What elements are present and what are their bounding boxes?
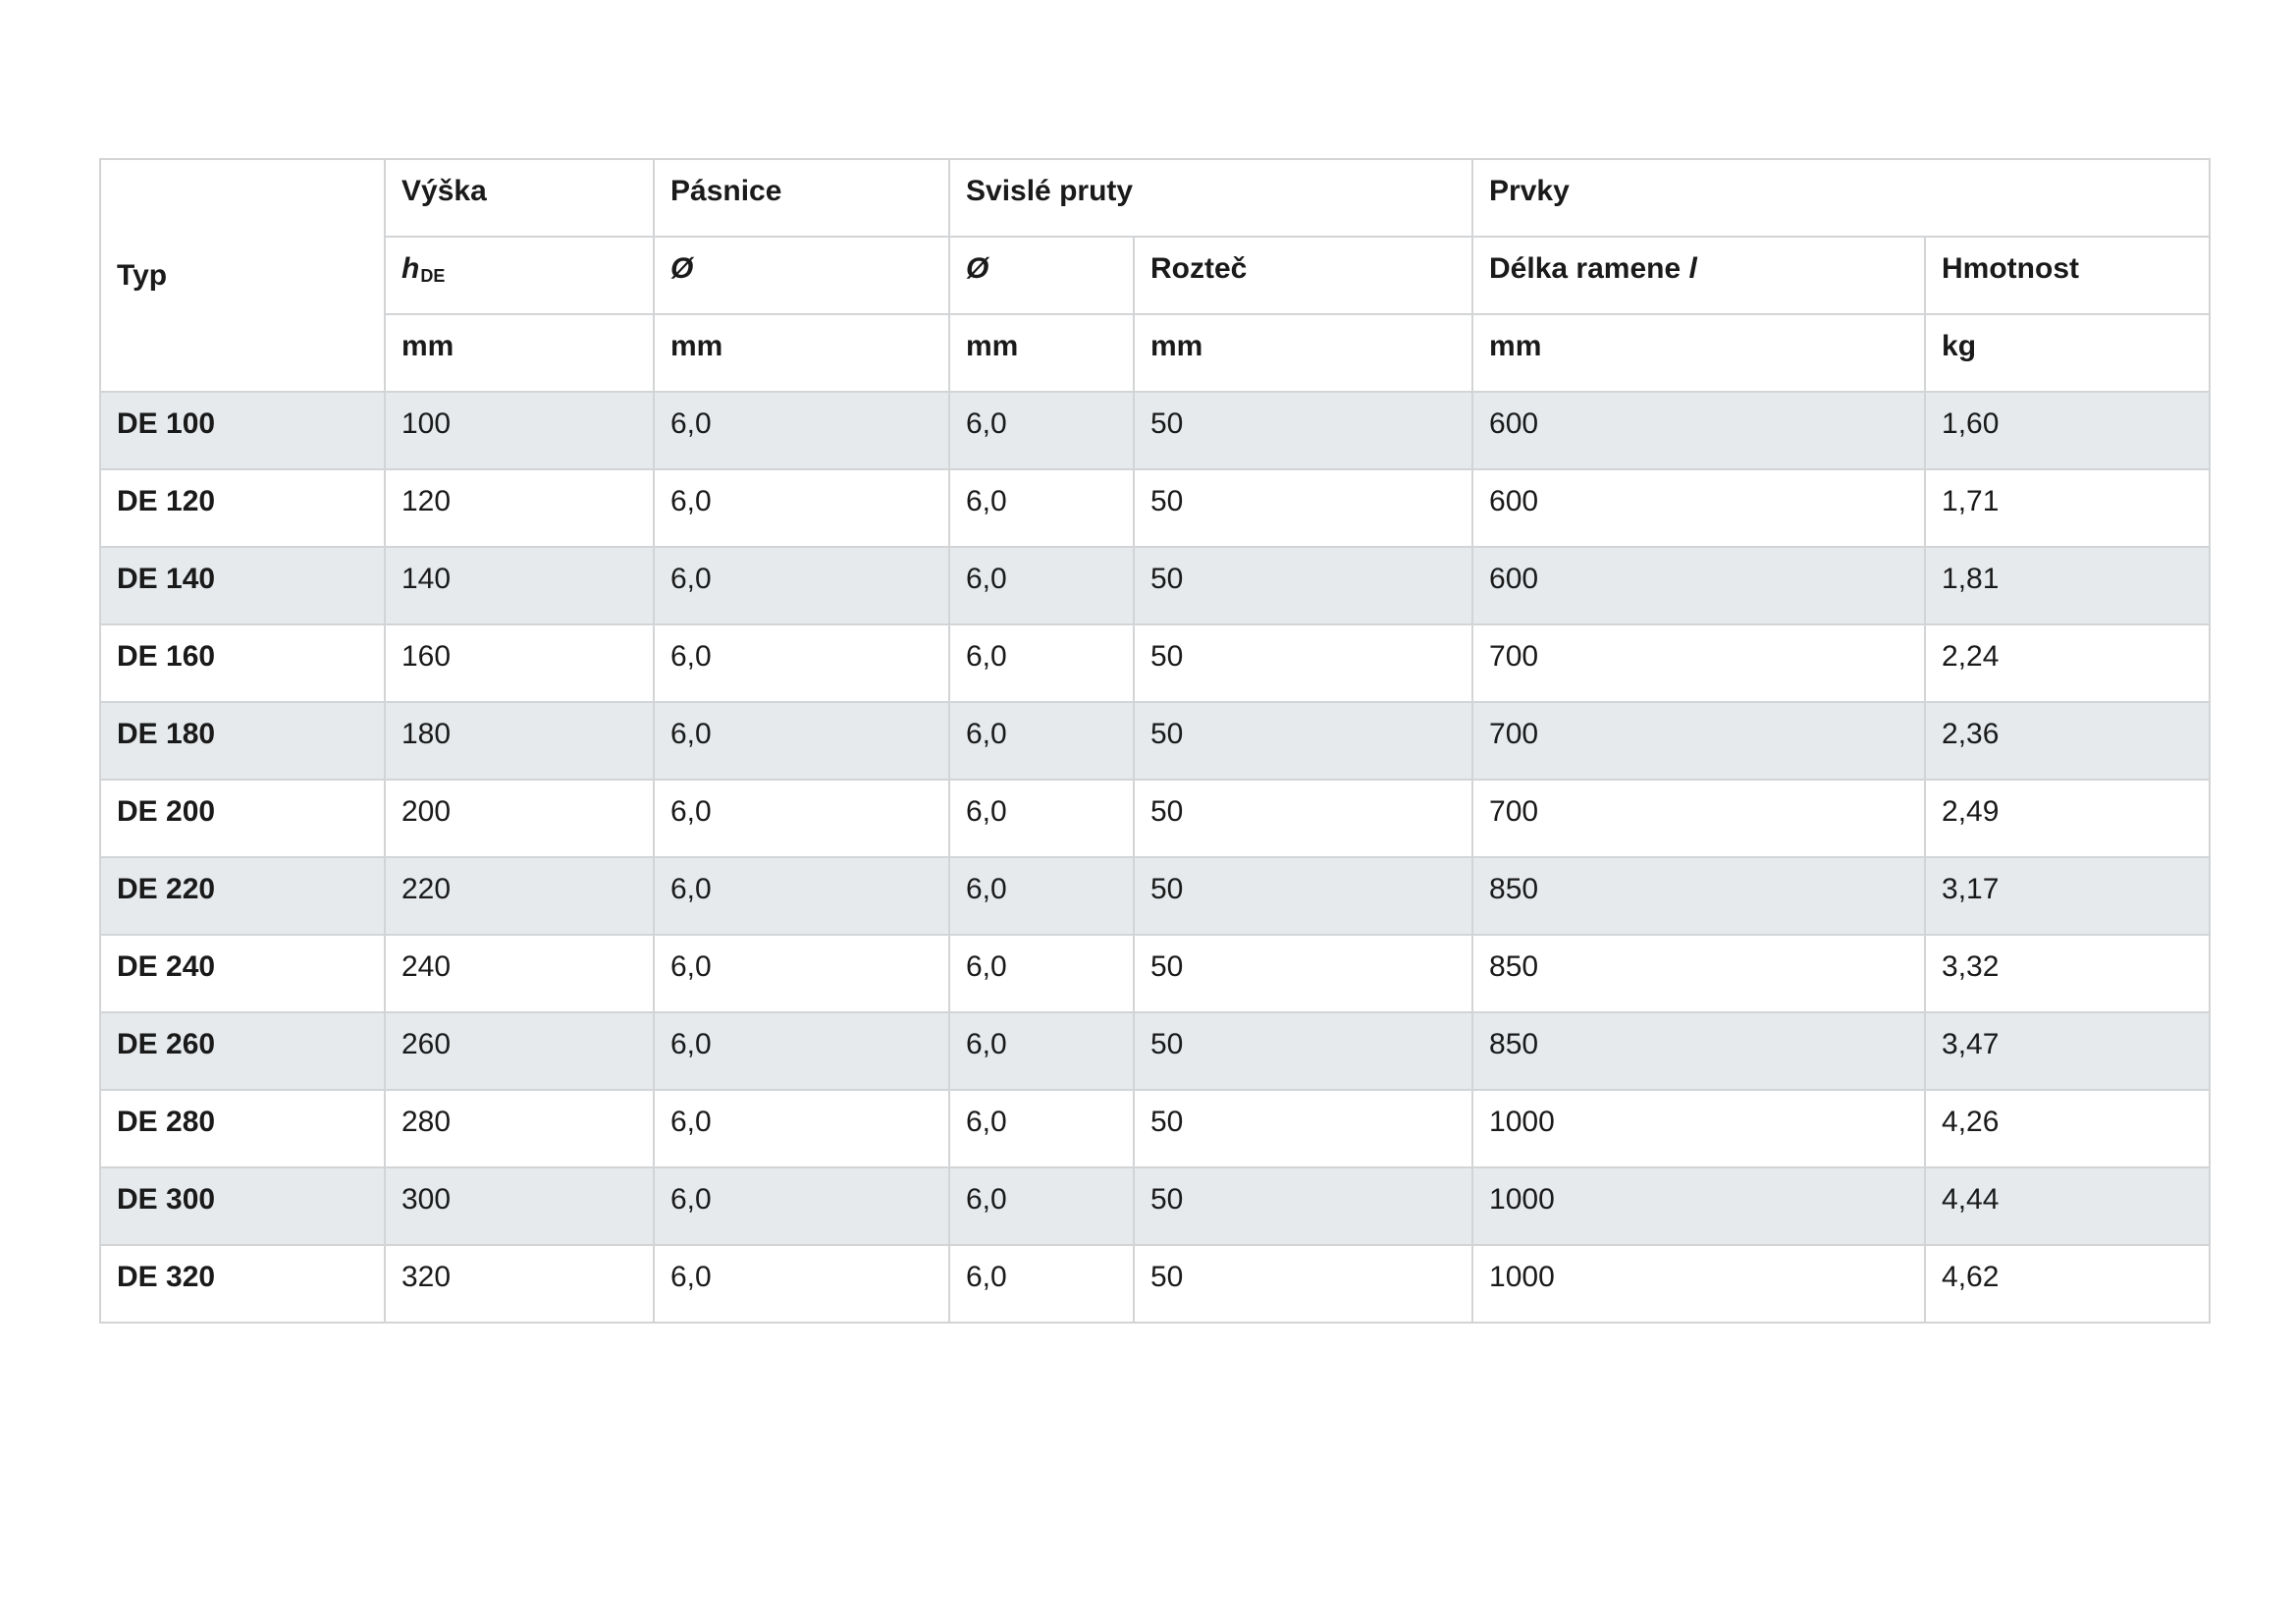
- arm-length-unit: mm: [1472, 314, 1925, 392]
- arm-length-cell: 700: [1472, 702, 1925, 780]
- bars-cell: 6,0: [949, 780, 1134, 857]
- arm-length-cell: 1000: [1472, 1090, 1925, 1167]
- type-cell: DE 280: [100, 1090, 385, 1167]
- spacing-cell: 50: [1134, 1167, 1472, 1245]
- arm-length-cell: 600: [1472, 469, 1925, 547]
- specification-table: [99, 158, 2211, 1324]
- height-cell: 200: [385, 780, 654, 857]
- spacing-cell: 50: [1134, 857, 1472, 935]
- weight-cell: 4,26: [1925, 1090, 2210, 1167]
- spacing-cell: 50: [1134, 1012, 1472, 1090]
- height-cell: 180: [385, 702, 654, 780]
- arm-length-cell: 600: [1472, 547, 1925, 624]
- flange-diameter-header: [654, 237, 949, 314]
- height-symbol: h: [401, 252, 420, 285]
- bars-cell: 6,0: [949, 1245, 1134, 1323]
- arm-length-cell: 850: [1472, 857, 1925, 935]
- type-cell: DE 100: [100, 392, 385, 469]
- type-cell: DE 320: [100, 1245, 385, 1323]
- flange-cell: 6,0: [654, 935, 949, 1012]
- header-row-groups: [100, 159, 2210, 237]
- height-cell: 220: [385, 857, 654, 935]
- weight-cell: 3,47: [1925, 1012, 2210, 1090]
- spacing-cell: 50: [1134, 392, 1472, 469]
- flange-cell: 6,0: [654, 1090, 949, 1167]
- type-cell: DE 160: [100, 624, 385, 702]
- flange-group-header: Pásnice: [654, 159, 949, 237]
- flange-cell: 6,0: [654, 702, 949, 780]
- table-row: [100, 1012, 2210, 1090]
- spacing-unit: mm: [1134, 314, 1472, 392]
- table-row: [100, 624, 2210, 702]
- arm-length-cell: 1000: [1472, 1245, 1925, 1323]
- table-row: [100, 547, 2210, 624]
- bars-cell: 6,0: [949, 702, 1134, 780]
- arm-length-cell: 700: [1472, 780, 1925, 857]
- height-cell: 240: [385, 935, 654, 1012]
- height-group-header: Výška: [385, 159, 654, 237]
- spacing-header: Rozteč: [1134, 237, 1472, 314]
- flange-cell: 6,0: [654, 624, 949, 702]
- type-cell: DE 300: [100, 1167, 385, 1245]
- weight-cell: 1,81: [1925, 547, 2210, 624]
- type-cell: DE 240: [100, 935, 385, 1012]
- bars-cell: 6,0: [949, 392, 1134, 469]
- height-symbol-subscript: DE: [420, 266, 446, 286]
- table-row: [100, 857, 2210, 935]
- arm-length-cell: 600: [1472, 392, 1925, 469]
- weight-cell: 2,49: [1925, 780, 2210, 857]
- weight-cell: 4,44: [1925, 1167, 2210, 1245]
- type-cell: DE 260: [100, 1012, 385, 1090]
- header-row-units: [100, 314, 2210, 392]
- weight-cell: 1,71: [1925, 469, 2210, 547]
- weight-unit: kg: [1925, 314, 2210, 392]
- spacing-cell: 50: [1134, 1090, 1472, 1167]
- spacing-cell: 50: [1134, 469, 1472, 547]
- table-row: [100, 1245, 2210, 1323]
- type-column-header: Typ: [100, 159, 385, 392]
- weight-cell: 3,32: [1925, 935, 2210, 1012]
- elements-group-header: Prvky: [1472, 159, 2210, 237]
- bars-cell: 6,0: [949, 547, 1134, 624]
- arm-length-label: Délka ramene: [1489, 252, 1689, 285]
- height-cell: 300: [385, 1167, 654, 1245]
- arm-length-cell: 850: [1472, 1012, 1925, 1090]
- table-row: [100, 935, 2210, 1012]
- spacing-cell: 50: [1134, 702, 1472, 780]
- table-row: [100, 702, 2210, 780]
- table-row: [100, 1090, 2210, 1167]
- height-cell: 260: [385, 1012, 654, 1090]
- weight-cell: 2,36: [1925, 702, 2210, 780]
- bars-cell: 6,0: [949, 857, 1134, 935]
- flange-unit: mm: [654, 314, 949, 392]
- height-cell: 160: [385, 624, 654, 702]
- bars-cell: 6,0: [949, 1090, 1134, 1167]
- table-row: [100, 469, 2210, 547]
- bars-diameter-header: [949, 237, 1134, 314]
- arm-length-symbol: l: [1688, 252, 1697, 285]
- flange-cell: 6,0: [654, 1167, 949, 1245]
- bars-cell: 6,0: [949, 469, 1134, 547]
- arm-length-cell: 700: [1472, 624, 1925, 702]
- flange-cell: 6,0: [654, 469, 949, 547]
- bars-cell: 6,0: [949, 935, 1134, 1012]
- arm-length-header: [1472, 237, 1925, 314]
- flange-cell: 6,0: [654, 780, 949, 857]
- spacing-cell: 50: [1134, 1245, 1472, 1323]
- weight-header: Hmotnost: [1925, 237, 2210, 314]
- table-header: [100, 159, 2210, 392]
- weight-cell: 4,62: [1925, 1245, 2210, 1323]
- spacing-cell: 50: [1134, 547, 1472, 624]
- type-cell: DE 120: [100, 469, 385, 547]
- type-cell: DE 200: [100, 780, 385, 857]
- table-body: [100, 392, 2210, 1323]
- height-cell: 320: [385, 1245, 654, 1323]
- bars-cell: 6,0: [949, 1167, 1134, 1245]
- weight-cell: 1,60: [1925, 392, 2210, 469]
- flange-cell: 6,0: [654, 392, 949, 469]
- weight-cell: 2,24: [1925, 624, 2210, 702]
- type-cell: DE 180: [100, 702, 385, 780]
- spacing-cell: 50: [1134, 935, 1472, 1012]
- flange-cell: 6,0: [654, 547, 949, 624]
- type-cell: DE 220: [100, 857, 385, 935]
- vertical-bars-group-header: Svislé pruty: [949, 159, 1472, 237]
- table-row: [100, 780, 2210, 857]
- height-cell: 120: [385, 469, 654, 547]
- table-row: [100, 1167, 2210, 1245]
- height-unit: mm: [385, 314, 654, 392]
- bars-unit: mm: [949, 314, 1134, 392]
- table-row: [100, 392, 2210, 469]
- height-symbol-header: [385, 237, 654, 314]
- height-cell: 280: [385, 1090, 654, 1167]
- header-row-symbols: [100, 237, 2210, 314]
- arm-length-cell: 1000: [1472, 1167, 1925, 1245]
- spacing-cell: 50: [1134, 780, 1472, 857]
- flange-cell: 6,0: [654, 1245, 949, 1323]
- diameter-symbol: Ø: [966, 252, 989, 285]
- weight-cell: 3,17: [1925, 857, 2210, 935]
- diameter-symbol: Ø: [670, 252, 694, 285]
- type-cell: DE 140: [100, 547, 385, 624]
- height-cell: 140: [385, 547, 654, 624]
- bars-cell: 6,0: [949, 624, 1134, 702]
- spacing-cell: 50: [1134, 624, 1472, 702]
- flange-cell: 6,0: [654, 857, 949, 935]
- arm-length-cell: 850: [1472, 935, 1925, 1012]
- flange-cell: 6,0: [654, 1012, 949, 1090]
- height-cell: 100: [385, 392, 654, 469]
- bars-cell: 6,0: [949, 1012, 1134, 1090]
